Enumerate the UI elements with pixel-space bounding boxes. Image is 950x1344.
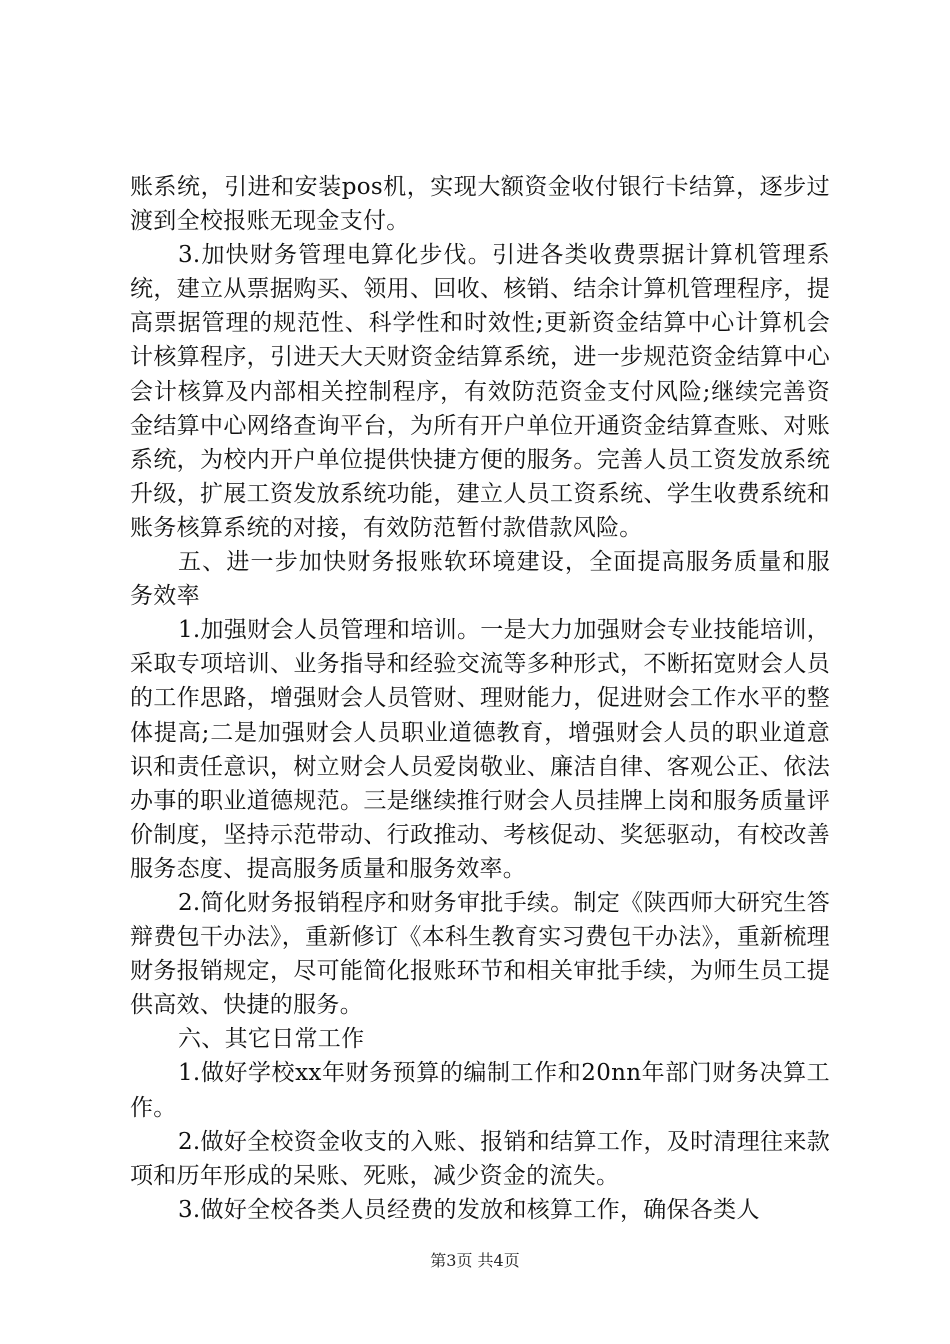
section-heading: 五、进一步加快财务报账软环境建设，全面提高服务质量和服务效率 xyxy=(130,549,830,610)
paragraph: 3.加快财务管理电算化步伐。引进各类收费票据计算机管理系统，建立从票据购买、领用、回收、核销、结余计算机管理程序，提高票据管理的规范性、科学性和时效性;更新资金结算中心计算机会计核算程序，引进天大天财资金结算系统，进一步规范资金结算中心会计核算及内部相关控制程序，有效防范资金支付风险;继续完善资金结算中心网络查询平台，为所有开户单位开通资金结算查账、对账系统，为校内开户单位提供快捷方便的服务。完善人员工资发放系统升级，扩展工资发放系统功能，建立人员工资系统、学生收费系统和账务核算系统的对接，有效防范暂付款借款风险。 xyxy=(130,242,830,541)
paragraph: 1.做好学校xx年财务预算的编制工作和20nn年部门财务决算工作。 xyxy=(130,1060,830,1121)
paragraph: 3.做好全校各类人员经费的发放和核算工作，确保各类人 xyxy=(178,1196,760,1223)
paragraph: 1.加强财会人员管理和培训。一是大力加强财会专业技能培训，采取专项培训、业务指导和经验交流等多种形式，不断拓宽财会人员的工作思路，增强财会人员管财、理财能力，促进财会工作水平的整体提高;二是加强财会人员职业道德教育，增强财会人员的职业道意识和责任意识，树立财会人员爱岗敬业、廉洁自律、客观公正、依法办事的职业道德规范。三是继续推行财会人员挂牌上岗和服务质量评价制度，坚持示范带动、行政推动、考核促动、奖惩驱动，有校改善服务态度、提高服务质量和服务效率。 xyxy=(130,617,830,882)
page-footer: 第3页 共4页 xyxy=(430,1251,520,1270)
paragraph: 2.简化财务报销程序和财务审批手续。制定《陕西师大研究生答辩费包干办法》，重新修订《本科生教育实习费包干办法》，重新梳理财务报销规定，尽可能简化报账环节和相关审批手续，为师生员工提供高效、快捷的服务。 xyxy=(130,889,830,1019)
paragraph: 2.做好全校资金收支的入账、报销和结算工作，及时清理往来款项和历年形成的呆账、死账，减少资金的流失。 xyxy=(130,1128,830,1189)
document-body xyxy=(130,170,830,1227)
section-heading: 六、其它日常工作 xyxy=(178,1026,365,1053)
paragraph: 账系统，引进和安装pos机，实现大额资金收付银行卡结算，逐步过渡到全校报账无现金支付。 xyxy=(130,174,830,235)
